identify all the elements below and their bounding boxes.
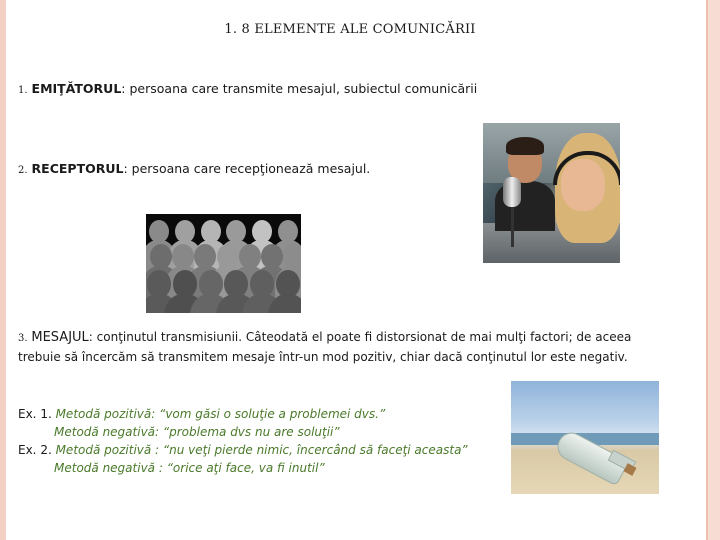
item-term: RECEPTORUL [31,161,124,176]
example-label: Metodă pozitivă: [55,407,156,421]
examples-block [18,405,518,477]
example-text: “problema dvs nu are soluţii” [159,425,340,439]
item-number: 1. [18,85,28,96]
example-row [18,405,518,423]
example-text: “vom găsi o soluţie a problemei dvs.” [155,407,386,421]
example-row [18,459,518,477]
item-receptor [18,160,370,180]
item-number: 3. [18,333,28,344]
item-emitator [18,80,477,100]
item-description: persoana care recepţionează mesajul. [127,161,371,176]
item-number: 2. [18,165,28,176]
item-separator: : [123,161,128,176]
example-row [18,423,518,441]
slide-title: 1. 8 ELEMENTE ALE COMUNICĂRII [224,22,476,37]
item-description: conţinutul transmisiunii. Câteodată el poate fi distorsionat de mai mulţi factori; de aceea trebuie să încercăm să transmitem mesaje într-un mod pozitiv, chiar dacă conţinutul lor este negativ. [18,330,632,364]
example-prefix: Ex. 2. [18,443,56,457]
item-term: EMIŢĂTORUL [31,81,122,96]
item-separator: : [121,81,126,96]
example-prefix: Ex. 1. [18,407,56,421]
example-text: “orice aţi face, va fi inutil” [162,461,325,475]
audience-silhouette-image [146,214,301,313]
example-row [18,441,518,459]
example-label: Metodă pozitivă : [55,443,160,457]
item-separator: : [88,330,93,344]
item-description: persoana care transmite mesajul, subiectul comunicării [125,81,478,96]
example-text: “nu veţi pierde nimic, încercând să faceţi aceasta” [159,443,468,457]
example-label: Metodă negativă: [54,425,160,439]
radio-studio-photo [483,123,620,263]
item-term: MESAJUL [31,330,89,345]
message-bottle-photo [511,381,659,494]
example-label: Metodă negativă : [54,461,163,475]
slide-border-left [0,0,6,540]
item-mesaj [18,328,668,367]
slide-border-right [708,0,720,540]
